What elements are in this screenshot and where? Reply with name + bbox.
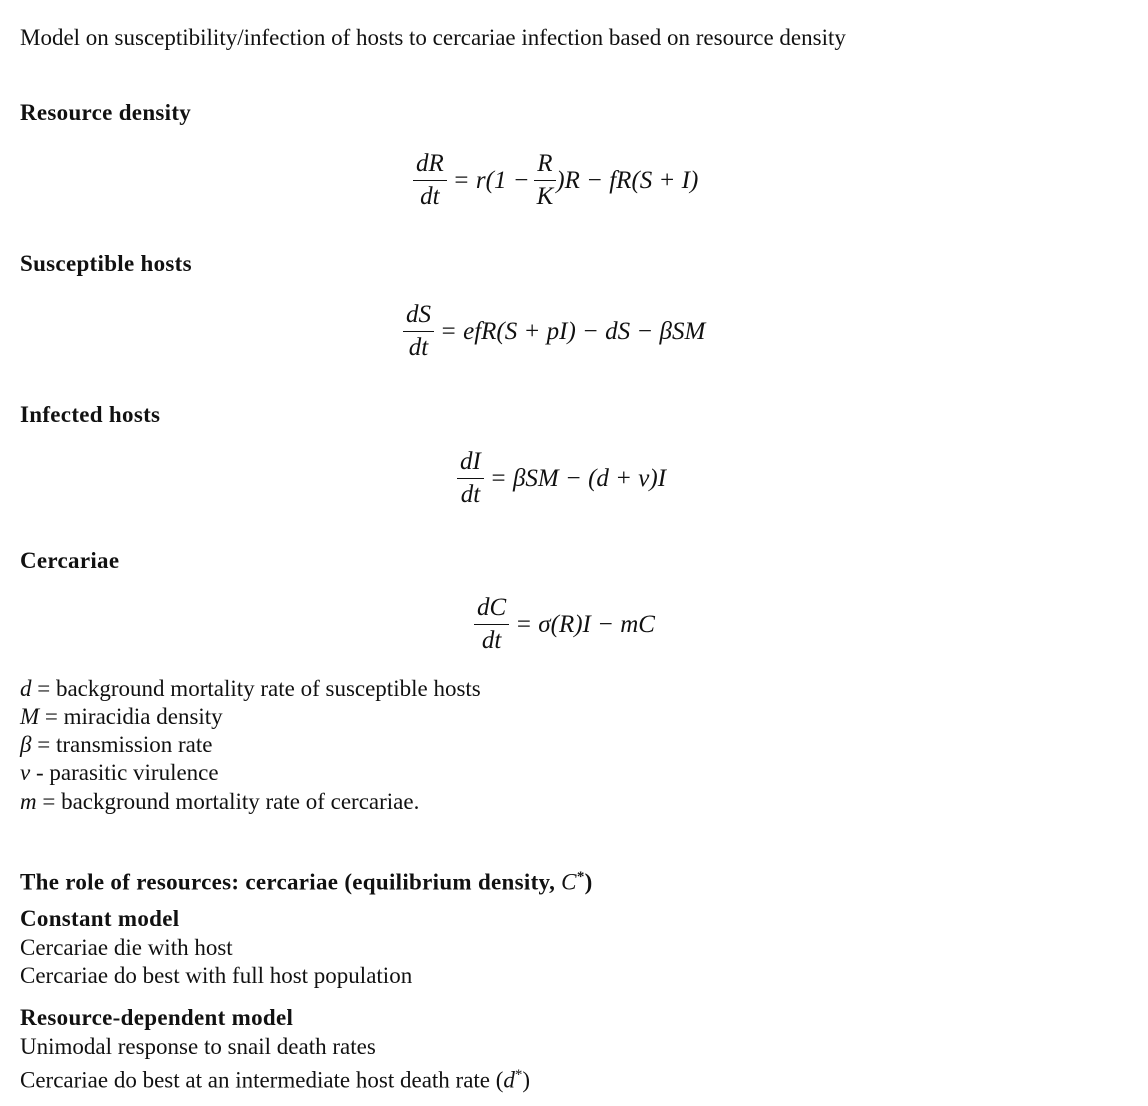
superscript: * [576, 869, 585, 885]
symbol: d [503, 1067, 515, 1093]
equation-rhs: = σ(R)I − mC [515, 610, 655, 638]
denominator: K [536, 183, 554, 210]
definition-text: = miracidia density [39, 704, 223, 729]
resource-line [20, 1061, 530, 1095]
constant-line: Cercariae do best with full host population [20, 963, 413, 988]
denominator: dt [460, 481, 481, 508]
fraction-dr-dt [413, 150, 447, 211]
numerator: R [534, 150, 555, 181]
symbol: β [20, 732, 32, 757]
fraction-di-dt [457, 448, 484, 509]
line-text: ) [522, 1067, 531, 1093]
symbol: v [20, 760, 31, 785]
equation-cercariae [474, 594, 655, 655]
heading-role-of-resources [20, 863, 593, 897]
denominator: dt [420, 183, 440, 210]
resource-line: Unimodal response to snail death rates [20, 1034, 376, 1059]
equation-rhs: = βSM − (d + v)I [489, 464, 667, 492]
fraction-r-k [534, 150, 557, 211]
denominator: dt [481, 627, 502, 654]
definition-m-miracidia [20, 703, 223, 731]
superscript: * [514, 1067, 523, 1083]
symbol: M [20, 704, 40, 729]
equation-rhs: )R − fR(S + I) [556, 166, 699, 194]
symbol: m [20, 789, 37, 814]
definition-text: - parasitic virulence [30, 760, 219, 785]
heading-susceptible-hosts: Susceptible hosts [20, 251, 192, 276]
equation-resource [413, 150, 698, 211]
equation-infected [457, 448, 666, 509]
heading-cercariae: Cercariae [20, 548, 120, 573]
numerator: dC [474, 594, 509, 625]
definition-d [20, 675, 481, 703]
definition-text: = background mortality rate of susceptible hosts [31, 676, 481, 701]
numerator: dI [457, 448, 484, 479]
definition-text: = transmission rate [31, 732, 213, 757]
fraction-dc-dt [474, 594, 509, 655]
heading-infected-hosts: Infected hosts [20, 402, 161, 427]
constant-line: Cercariae die with host [20, 935, 233, 960]
heading-constant-model: Constant model [20, 906, 180, 931]
heading-text: ) [584, 869, 593, 895]
equation-rhs: = r(1 − [452, 166, 530, 194]
definition-beta [20, 731, 212, 759]
symbol: C [561, 869, 577, 895]
symbol: d [20, 676, 32, 701]
equation-susceptible [403, 301, 705, 362]
heading-resource-density: Resource density [20, 100, 192, 125]
heading-text: The role of resources: cercariae (equilibrium density, [20, 869, 562, 895]
numerator: dR [413, 150, 447, 181]
heading-resource-dependent-model: Resource-dependent model [20, 1005, 294, 1030]
numerator: dS [403, 301, 434, 332]
line-text: Cercariae do best at an intermediate host death rate ( [20, 1067, 504, 1093]
definition-m-mortality [20, 788, 419, 816]
definition-v [20, 759, 219, 787]
definition-text: = background mortality rate of cercariae. [36, 789, 420, 814]
fraction-ds-dt [403, 301, 434, 362]
denominator: dt [408, 334, 429, 361]
page-title: Model on susceptibility/infection of hosts to cercariae infection based on resource density [20, 25, 846, 50]
equation-rhs: = efR(S + pI) − dS − βSM [440, 317, 706, 345]
